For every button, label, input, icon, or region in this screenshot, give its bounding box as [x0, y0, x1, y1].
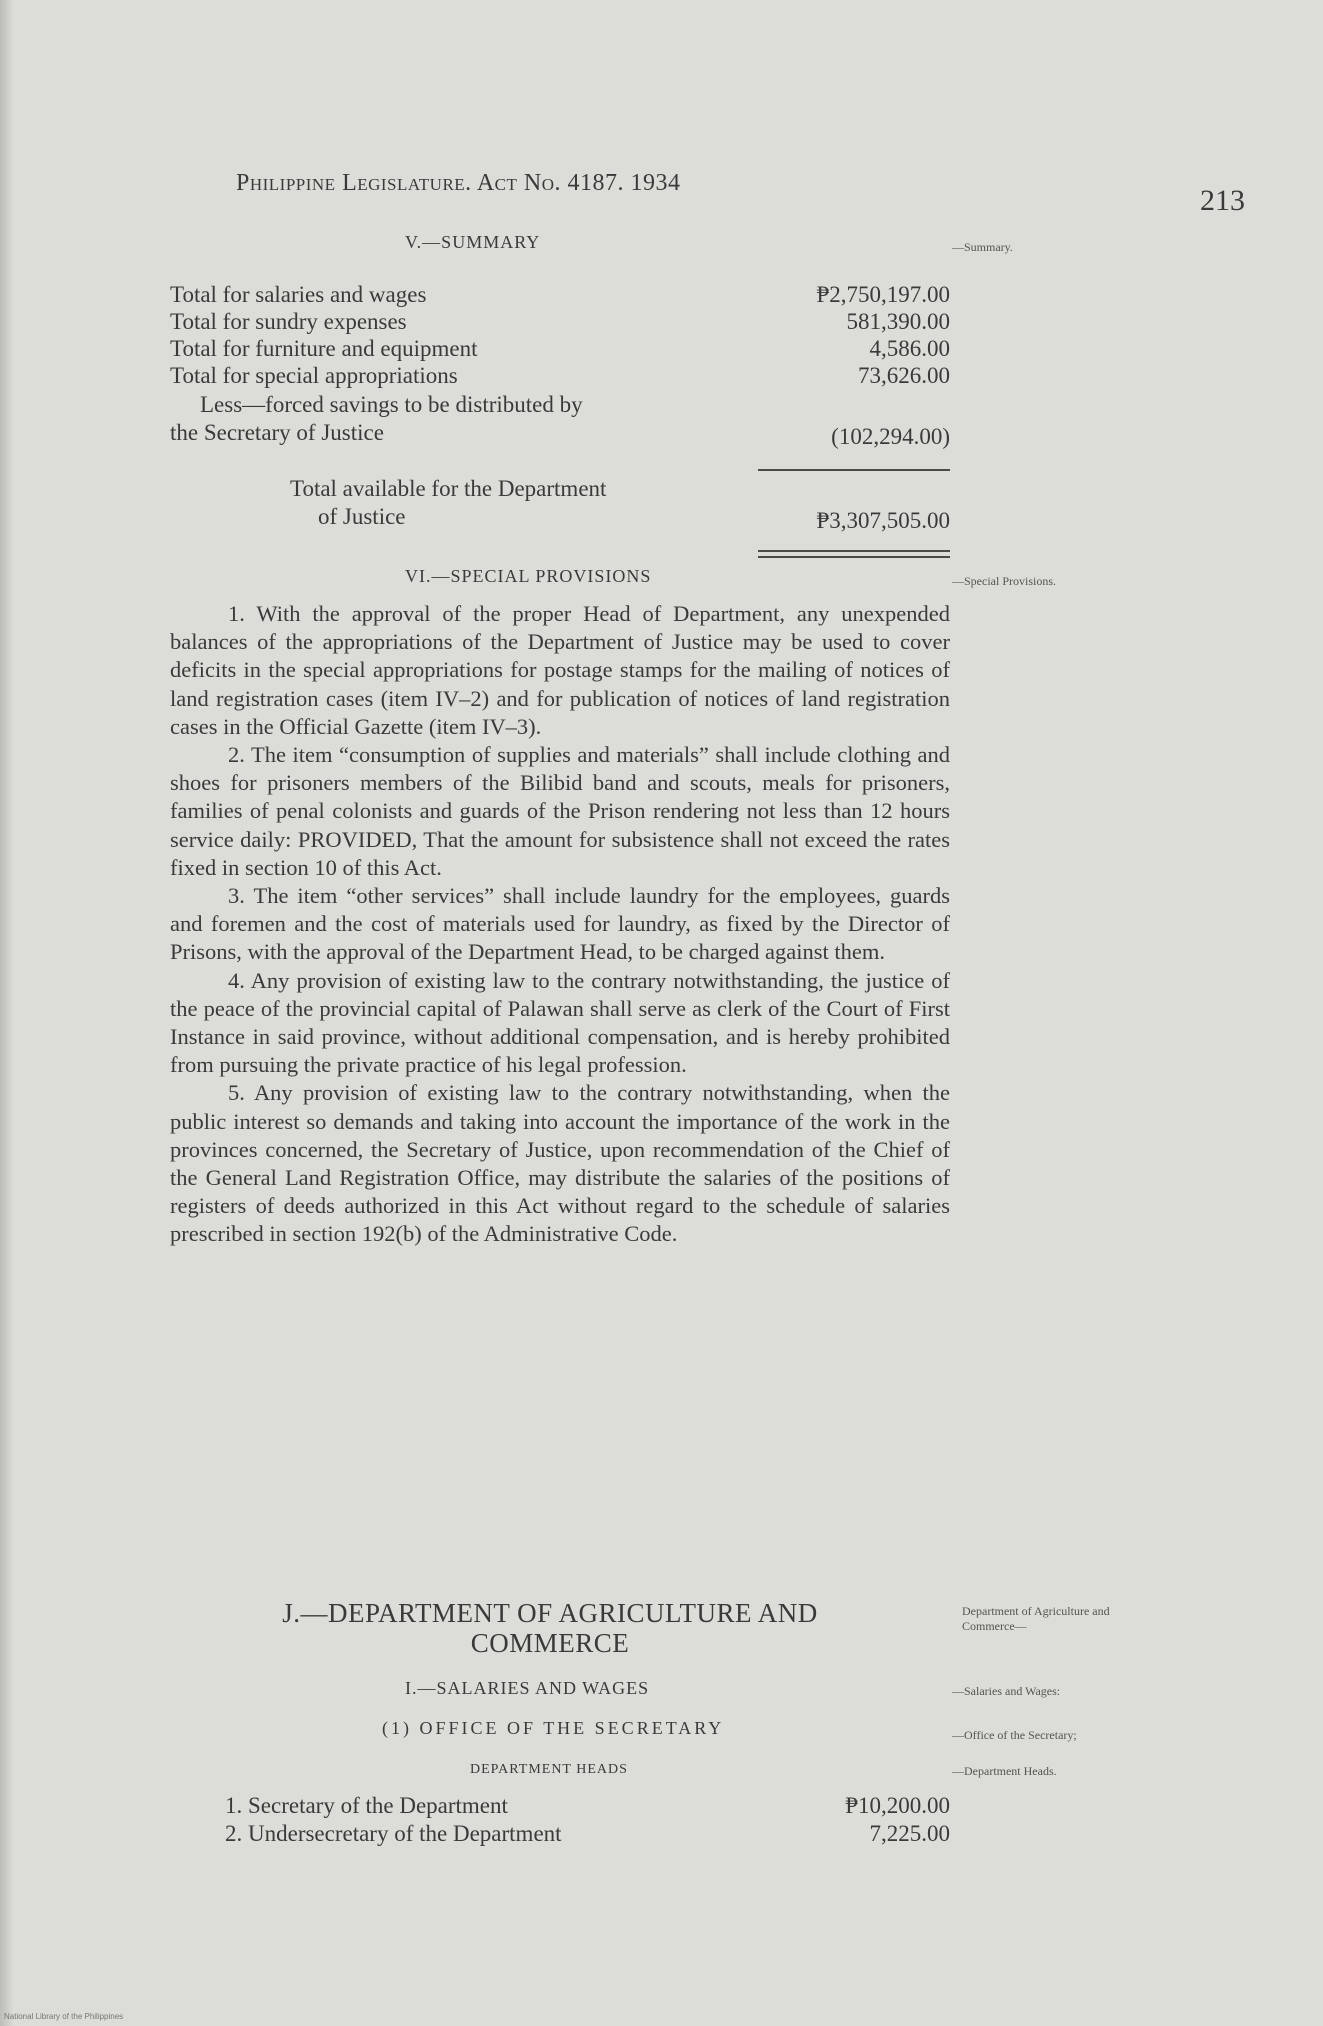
heads-heading: DEPARTMENT HEADS	[470, 1762, 628, 1777]
summary-less-label-1: Less—forced savings to be distributed by	[200, 392, 583, 417]
item-row	[225, 1792, 950, 1820]
special-provisions-heading: VI.—SPECIAL PROVISIONS	[405, 566, 652, 586]
special-provisions-body	[170, 600, 950, 1249]
salaries-heading: I.—SALARIES AND WAGES	[405, 1678, 650, 1698]
footer-stamp: National Library of the Philippines	[4, 2012, 124, 2021]
summary-heading: V.—SUMMARY	[405, 232, 541, 252]
department-margin-note: Department of Agriculture and Commerce—	[962, 1604, 1110, 1633]
summary-label: Total for special appropriations	[170, 363, 458, 388]
item-amount: ₱10,200.00	[845, 1793, 950, 1818]
summary-amount: 581,390.00	[846, 309, 950, 334]
summary-row	[170, 309, 950, 335]
summary-double-rule-bottom	[758, 556, 950, 558]
summary-label: Total for salaries and wages	[170, 282, 427, 307]
summary-row	[170, 336, 950, 362]
office-heading: (1) OFFICE OF THE SECRETARY	[382, 1718, 725, 1738]
summary-margin-note: —Summary.	[952, 240, 1013, 254]
page-edge	[0, 0, 14, 2026]
summary-less-line	[170, 420, 950, 449]
provision-paragraph: 3. The item “other services” shall include laundry for the employees, guards and foremen and the cost of materials used for laundry, as fixed by the Director of Prisons, with the approval of the Department Head, to be charged against them.	[170, 883, 950, 965]
summary-total-line	[290, 476, 950, 502]
summary-rule	[758, 469, 950, 471]
special-provisions-margin-note: —Special Provisions.	[952, 574, 1056, 588]
running-head: Philippine Legislature. Act No. 4187. 1934	[236, 170, 681, 196]
summary-total-amount: ₱3,307,505.00	[816, 508, 950, 533]
summary-double-rule-top	[758, 550, 950, 552]
item-label: 1. Secretary of the Department	[225, 1793, 508, 1818]
summary-total-line	[318, 504, 950, 533]
provision-paragraph: 1. With the approval of the proper Head of Department, any unexpended balances of the appropriations of the Department of Justice may be used to cover deficits in the special appropriations for postage stamps for the mailing of notices of land registration cases (item IV–2) and for publication of notices of land registration cases in the Official Gazette (item IV–3).	[170, 601, 950, 739]
department-title: J.—DEPARTMENT OF AGRICULTURE AND COMMERCE	[282, 1598, 818, 1658]
provision-paragraph: 5. Any provision of existing law to the contrary notwithstanding, when the public interest so demands and taking into account the importance of the work in the provinces concerned, the Secretary of Justice, upon recommendation of the Chief of the General Land Registration Office, may distribute the salaries of the positions of registers of deeds authorized in this Act without regard to the schedule of salaries prescribed in section 192(b) of the Administrative Code.	[170, 1080, 950, 1247]
summary-row	[170, 282, 950, 308]
provision-paragraph: 4. Any provision of existing law to the contrary notwithstanding, the justice of the peace of the provincial capital of Palawan shall serve as clerk of the Court of First Instance in said province, without additional compensation, and is hereby prohibited from pursuing the private practice of his legal profession.	[170, 967, 950, 1078]
item-row	[225, 1820, 950, 1848]
item-label: 2. Undersecretary of the Department	[225, 1821, 562, 1846]
summary-less-line	[200, 392, 950, 418]
summary-label: Total for sundry expenses	[170, 309, 407, 334]
summary-amount: 73,626.00	[858, 363, 950, 388]
provision-paragraph: 2. The item “consumption of supplies and materials” shall include clothing and shoes for prisoners members of the Bilibid band and scouts, meals for prisoners, families of penal colonists and guards of the Prison rendering not less than 12 hours service daily: PROVIDED, That the amount for subsistence shall not exceed the rates fixed in section 10 of this Act.	[170, 742, 950, 880]
summary-label: Total for furniture and equipment	[170, 336, 478, 361]
summary-amount: ₱2,750,197.00	[816, 282, 950, 307]
page-number: 213	[1200, 184, 1245, 217]
summary-less-label-2: the Secretary of Justice	[170, 420, 384, 445]
office-margin-note: —Office of the Secretary;	[952, 1728, 1077, 1742]
summary-total-label-1: Total available for the Department	[290, 476, 607, 501]
summary-less-amount: (102,294.00)	[831, 424, 950, 449]
summary-total-label-2: of Justice	[318, 504, 406, 529]
item-amount: 7,225.00	[869, 1821, 950, 1846]
summary-amount: 4,586.00	[869, 336, 950, 361]
heads-margin-note: —Department Heads.	[952, 1764, 1057, 1778]
summary-row	[170, 363, 950, 389]
salaries-margin-note: —Salaries and Wages:	[952, 1684, 1061, 1698]
